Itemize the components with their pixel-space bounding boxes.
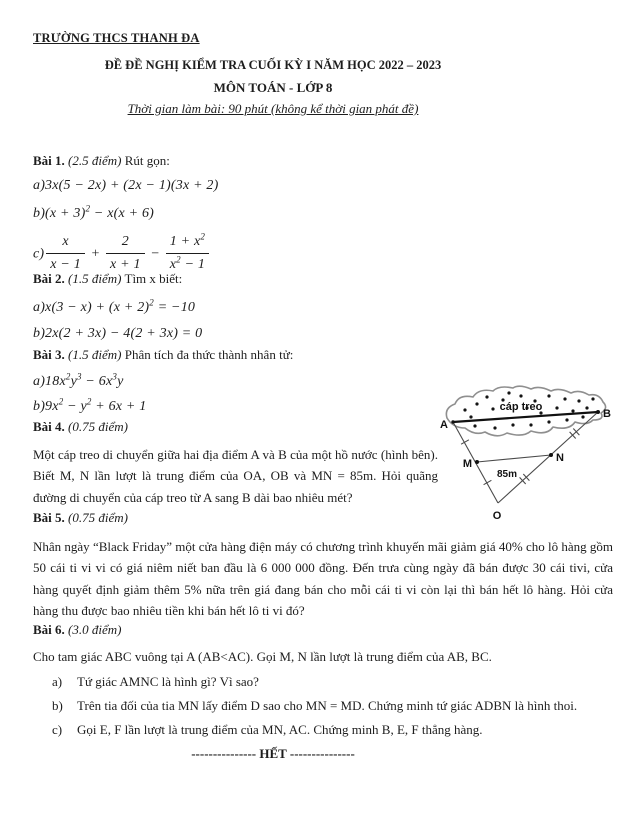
item-marker: a) <box>52 674 63 689</box>
problem-6-intro: Cho tam giác ABC vuông tại A (AB<AC). Gọi M, N lần lượt là trung điểm của AB, BC. <box>33 649 492 664</box>
problem-5-heading <box>33 509 613 527</box>
item-marker: b) <box>52 698 63 713</box>
formula-1b: $b)(x + 3)^2 - x(x + 6)$ <box>33 203 155 221</box>
problem-3-heading <box>33 346 613 364</box>
cable-label: cáp treo <box>499 401 543 413</box>
problem-6-item-c <box>52 719 613 740</box>
problem-label: Bài 2. <box>33 271 65 286</box>
problem-task: Rút gọn: <box>124 153 170 168</box>
problem-6-item-a <box>52 671 613 692</box>
problem-points: (1.5 điểm) <box>68 347 122 362</box>
item-text: Gọi E, F lần lượt là trung điểm của MN, AC. Chứng minh B, E, F thẳng hàng. <box>77 722 483 737</box>
problem-label: Bài 1. <box>33 153 65 168</box>
problem-points: (0.75 điểm) <box>68 510 128 525</box>
formula-1c: c) $\frac{x}{x - 1}$ + $\frac{2}{x + 1}$ − $\frac{1 + x^2}{x^2 - 1}$ <box>33 233 613 276</box>
point-m-label: M <box>462 458 472 470</box>
exam-header <box>0 58 546 117</box>
end-divider: --------------- HẾT --------------- <box>191 746 355 761</box>
problem-2 <box>33 270 613 344</box>
duration-line: Thời gian làm bài: 90 phút (không kể thời gian phát đề) <box>127 101 419 116</box>
problem-points: (1.5 điểm) <box>68 271 122 286</box>
formula-3b: $b)9x^2 - y^2 + 6x + 1$ <box>33 396 147 414</box>
subject-line: MÔN TOÁN - LỚP 8 <box>213 80 333 95</box>
problem-task: Tìm x biết: <box>124 271 183 286</box>
formula-2a: $a)x(3 - x) + (x + 2)^2 = -10$ <box>33 297 196 315</box>
problem-5 <box>33 509 613 622</box>
problem-label: Bài 6. <box>33 622 65 637</box>
distance-label: 85m <box>497 469 518 480</box>
point-n-label: N <box>556 452 564 464</box>
problem-points: (0.75 điểm) <box>68 419 128 434</box>
problem-label: Bài 3. <box>33 347 65 362</box>
item-marker: c) <box>52 722 63 737</box>
point-dots <box>451 410 600 464</box>
formula-3a: $a)18x^2y^3 - 6x^3y$ <box>33 371 124 389</box>
item-text: Tứ giác AMNC là hình gì? Vì sao? <box>77 674 259 689</box>
problem-6-heading <box>33 621 613 639</box>
problem-label: Bài 5. <box>33 510 65 525</box>
point-b-label: B <box>603 408 611 420</box>
formula-1a: a)3x(5 − 2x) + (2x − 1)(3x + 2) <box>33 178 219 193</box>
segment-MN <box>477 455 551 462</box>
cable-line <box>453 412 598 422</box>
exam-title: ĐỀ ĐỀ NGHỊ KIỂM TRA CUỐI KỲ I NĂM HỌC 2022 – 2023 <box>104 58 442 72</box>
point-a-label: A <box>440 419 448 431</box>
problem-label: Bài 4. <box>33 419 65 434</box>
school-name: TRƯỜNG THCS THANH ĐA <box>33 31 200 45</box>
problem-2-heading <box>33 270 613 288</box>
problem-5-text: Nhân ngày “Black Friday” một cửa hàng điện máy có chương trình khuyến mãi giảm giá 40% cho lô hàng gồm 50 cái ti vi vi có giá niêm niết ban đầu là 6 000 000 đồng. Đến trưa cùng ngày đã bán được 30 cái tivi, cửa hàng quyết định giảm thêm 5% nữa trên giá đang bán cho mỗi cái ti vi còn lại thì bán hết lô hàng. Hỏi cửa hàng thu được bao nhiêu tiền khi bán hết lô ti vi đó? <box>33 539 613 619</box>
problem-6 <box>33 621 613 740</box>
problem-1 <box>33 152 613 276</box>
problem-points: (2.5 điểm) <box>68 153 122 168</box>
problem-4-text: Một cáp treo di chuyển giữa hai địa điểm A và B của một hồ nước (hình bên). Biết M, N lần lượt là trung điểm của OA, OB và MN = 85m. Hỏi quãng đường di chuyển của cáp treo từ A sang B dài bao nhiêu mét? <box>33 447 438 505</box>
item-text: Trên tia đối của tia MN lấy điểm D sao cho MN = MD. Chứng minh tứ giác ADBN là hình thoi. <box>77 698 578 713</box>
problem-1-heading <box>33 152 613 170</box>
formula-2b: b)2x(2 + 3x) − 4(2 + 3x) = 0 <box>33 326 203 341</box>
problem-task: Phân tích đa thức thành nhân tử: <box>124 347 294 362</box>
point-o-label: O <box>492 510 502 522</box>
problem-points: (3.0 điểm) <box>68 622 122 637</box>
problem-6-item-b <box>52 695 613 716</box>
